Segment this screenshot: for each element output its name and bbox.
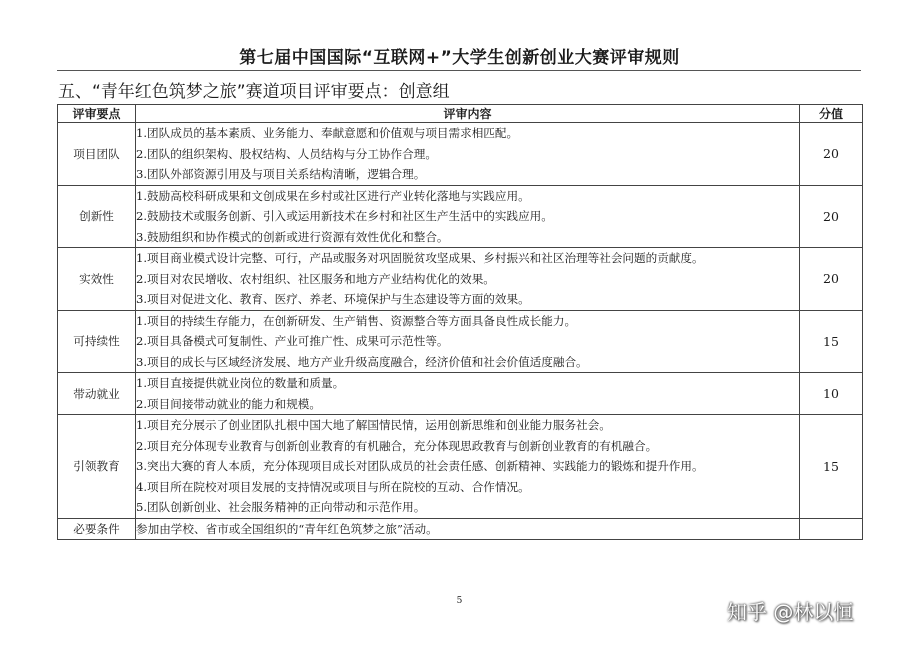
score-cell: 15 [800, 310, 863, 373]
title-rule [57, 70, 861, 71]
table-row [58, 123, 863, 186]
table-body [58, 123, 863, 540]
table-header-row [58, 105, 863, 123]
content-cell [136, 185, 800, 248]
content-item: 1.项目充分展示了创业团队扎根中国大地了解国情民情，运用创新思维和创业能力服务社会。 [136, 418, 611, 432]
criteria-cell: 必要条件 [58, 518, 136, 540]
content-item: 3.鼓励组织和协作模式的创新或进行资源有效性优化和整合。 [136, 229, 449, 244]
criteria-cell: 引领教育 [58, 415, 136, 519]
content-item: 参加由学校、省市或全国组织的“青年红色筑梦之旅”活动。 [136, 521, 438, 536]
content-item: 2.鼓励技术或服务创新、引入或运用新技术在乡村和社区生产生活中的实践应用。 [136, 209, 553, 223]
score-cell: 10 [800, 373, 863, 415]
score-cell [800, 518, 863, 540]
table-row [58, 373, 863, 415]
content-item: 2.团队的组织架构、股权结构、人员结构与分工协作合理。 [136, 146, 437, 161]
content-cell [136, 415, 800, 519]
evaluation-table [57, 104, 863, 540]
content-cell [136, 518, 800, 540]
criteria-cell: 创新性 [58, 185, 136, 248]
criteria-cell: 带动就业 [58, 373, 136, 415]
content-cell [136, 248, 800, 311]
header-score: 分值 [800, 105, 863, 123]
header-content: 评审内容 [136, 105, 800, 123]
content-item: 2.项目间接带动就业的能力和规模。 [136, 396, 321, 411]
content-item: 3.团队外部资源引用及与项目关系结构清晰，逻辑合理。 [136, 167, 426, 181]
table-row [58, 518, 863, 540]
score-cell: 20 [800, 123, 863, 186]
content-item: 3.突出大赛的育人本质，充分体现项目成长对团队成员的社会责任感、创新精神、实践能力的锻炼和提升作用。 [136, 459, 704, 473]
criteria-cell: 可持续性 [58, 310, 136, 373]
content-cell [136, 310, 800, 373]
section-heading: 五、“青年红色筑梦之旅”赛道项目评审要点：创意组 [58, 82, 450, 102]
content-item: 5.团队创新创业、社会服务精神的正向带动和示范作用。 [136, 500, 426, 514]
content-item: 1.团队成员的基本素质、业务能力、奉献意愿和价值观与项目需求相匹配。 [136, 126, 519, 140]
content-item: 1.项目的持续生存能力，在创新研发、生产销售、资源整合等方面具备良性成长能力。 [136, 313, 577, 328]
content-item: 3.项目对促进文化、教育、医疗、养老、环境保护与生态建设等方面的效果。 [136, 292, 530, 306]
content-item: 3.项目的成长与区域经济发展、地方产业升级高度融合，经济价值和社会价值适度融合。 [136, 354, 588, 369]
content-cell [136, 123, 800, 186]
watermark: 知乎 @林以恒 [727, 600, 854, 624]
table-row [58, 310, 863, 373]
page-number: 5 [456, 596, 463, 606]
content-item: 2.项目充分体现专业教育与创新创业教育的有机融合，充分体现思政教育与创新创业教育的有机融合。 [136, 438, 658, 453]
content-item: 1.鼓励高校科研成果和文创成果在乡村或社区进行产业转化落地与实践应用。 [136, 188, 530, 203]
table-row [58, 248, 863, 311]
content-cell [136, 373, 800, 415]
score-cell: 20 [800, 185, 863, 248]
score-cell: 15 [800, 415, 863, 519]
content-item: 1.项目直接提供就业岗位的数量和质量。 [136, 376, 345, 390]
content-item: 1.项目商业模式设计完整、可行，产品或服务对巩固脱贫攻坚成果、乡村振兴和社区治理等社会问题的贡献度。 [136, 251, 704, 265]
content-item: 2.项目具备模式可复制性、产业可推广性、成果可示范性等。 [136, 334, 449, 348]
criteria-cell: 实效性 [58, 248, 136, 311]
content-item: 4.项目所在院校对项目发展的支持情况或项目与所在院校的互动、合作情况。 [136, 479, 530, 494]
document-title: 第七届中国国际“互联网+”大学生创新创业大赛评审规则 [239, 48, 680, 68]
table-row [58, 415, 863, 519]
header-criteria: 评审要点 [58, 105, 136, 123]
score-cell: 20 [800, 248, 863, 311]
table-row [58, 185, 863, 248]
content-item: 2.项目对农民增收、农村组织、社区服务和地方产业结构优化的效果。 [136, 271, 495, 286]
criteria-cell: 项目团队 [58, 123, 136, 186]
